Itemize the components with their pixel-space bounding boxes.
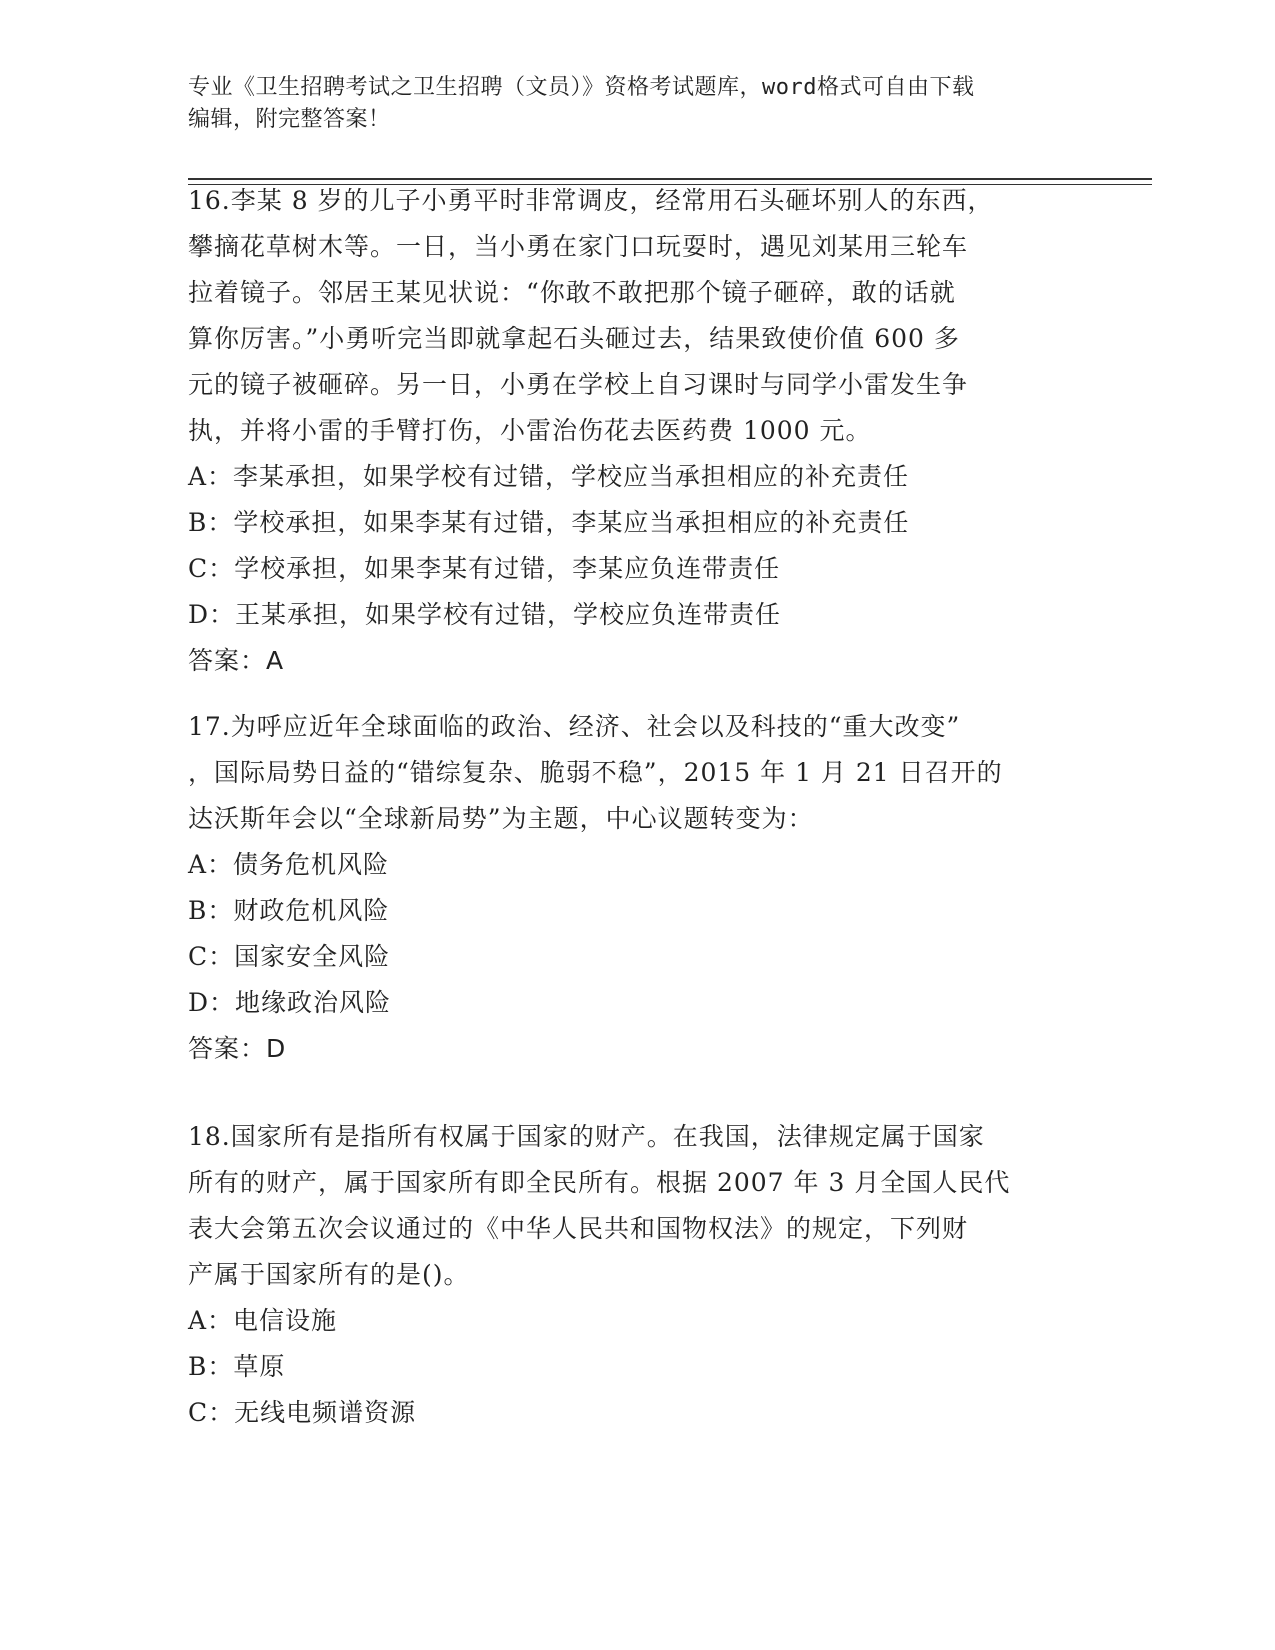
option-b: B：草原	[188, 1352, 286, 1381]
question-text-line: 18.国家所有是指所有权属于国家的财产。在我国，法律规定属于国家	[188, 1122, 985, 1151]
question-text-line: 执，并将小雷的手臂打伤，小雷治伤花去医药费 1000 元。	[188, 416, 872, 445]
question-text-line: 达沃斯年会以“全球新局势”为主题，中心议题转变为：	[188, 804, 814, 833]
answer-label: 答案：A	[188, 646, 285, 675]
question-text-line: ，国际局势日益的“错综复杂、脆弱不稳”，2015 年 1 月 21 日召开的	[188, 758, 1003, 787]
question-17	[188, 704, 1088, 1072]
question-text-line: 所有的财产，属于国家所有即全民所有。根据 2007 年 3 月全国人民代	[188, 1168, 1011, 1197]
document-header	[188, 72, 1088, 136]
option-c: C：无线电频谱资源	[188, 1398, 417, 1427]
option-a: A：李某承担，如果学校有过错，学校应当承担相应的补充责任	[188, 462, 910, 491]
question-text-line: 产属于国家所有的是()。	[188, 1260, 470, 1289]
question-text-line: 元的镜子被砸碎。另一日，小勇在学校上自习课时与同学小雷发生争	[188, 370, 969, 399]
header-line-2: 编辑，附完整答案！	[188, 107, 391, 132]
option-c: C：学校承担，如果李某有过错，李某应负连带责任	[188, 554, 781, 583]
option-b: B：学校承担，如果李某有过错，李某应当承担相应的补充责任	[188, 508, 910, 537]
option-a: A：电信设施	[188, 1306, 338, 1335]
question-text-line: 拉着镜子。邻居王某见状说：“你敢不敢把那个镜子砸碎，敢的话就	[188, 278, 956, 307]
answer-label: 答案：D	[188, 1034, 287, 1063]
option-d: D：王某承担，如果学校有过错，学校应负连带责任	[188, 600, 782, 629]
option-a: A：债务危机风险	[188, 850, 390, 879]
question-16	[188, 178, 1088, 684]
question-text-line: 攀摘花草树木等。一日，当小勇在家门口玩耍时，遇见刘某用三轮车	[188, 232, 969, 261]
question-text-line: 算你厉害。”小勇听完当即就拿起石头砸过去，结果致使价值 600 多	[188, 324, 960, 353]
option-d: D：地缘政治风险	[188, 988, 392, 1017]
option-c: C：国家安全风险	[188, 942, 391, 971]
question-text-line: 表大会第五次会议通过的《中华人民共和国物权法》的规定，下列财	[188, 1214, 969, 1243]
question-text-line: 17.为呼应近年全球面临的政治、经济、社会以及科技的“重大改变”	[188, 712, 961, 741]
header-line-1: 专业《卫生招聘考试之卫生招聘（文员）》资格考试题库，word格式可自由下载	[188, 75, 975, 100]
option-b: B：财政危机风险	[188, 896, 390, 925]
question-text-line: 16.李某 8 岁的儿子小勇平时非常调皮，经常用石头砸坏别人的东西，	[188, 186, 994, 215]
question-18	[188, 1114, 1088, 1436]
